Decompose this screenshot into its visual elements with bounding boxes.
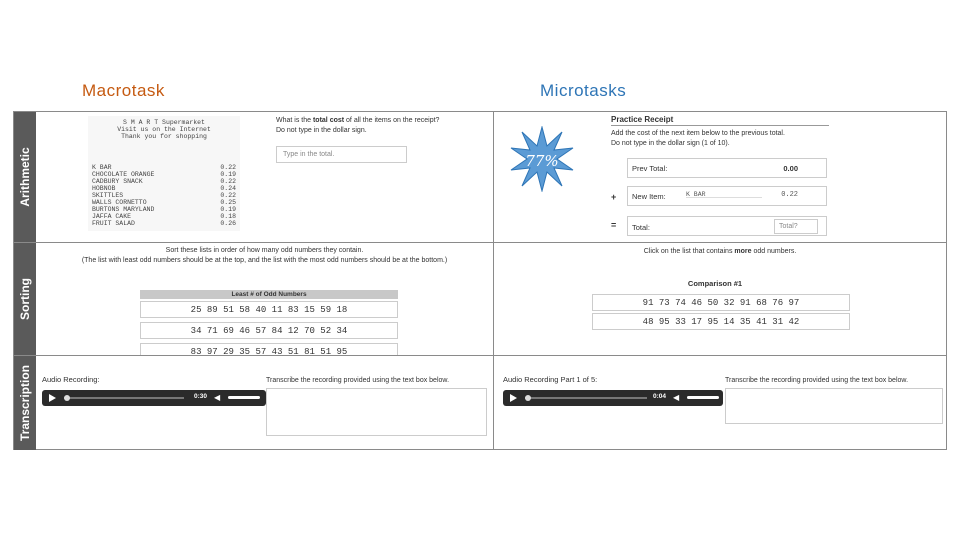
list-header: Least # of Odd Numbers: [140, 290, 398, 299]
comparison-list[interactable]: 91 73 74 46 50 32 91 68 76 97: [592, 294, 850, 311]
receipt-item: [92, 220, 236, 227]
new-item-row: New Item: K BAR 0.22: [627, 186, 827, 206]
transcription-textbox[interactable]: [725, 388, 943, 424]
receipt-item-price: 0.22: [220, 164, 236, 171]
receipt-image: [88, 116, 240, 231]
row-label-transcription: Transcription: [14, 355, 36, 450]
receipt-item-price: 0.22: [220, 178, 236, 185]
receipt-item: [92, 199, 236, 206]
transcription-microtask: [494, 356, 946, 450]
row-label-arithmetic: Arithmetic: [14, 112, 36, 243]
volume-icon[interactable]: ◀: [673, 393, 680, 402]
receipt-item: [92, 213, 236, 220]
transcribe-instruction: Transcribe the recording provided using the text box below.: [725, 377, 909, 384]
receipt-item-price: 0.19: [220, 206, 236, 213]
receipt-item-price: 0.18: [220, 213, 236, 220]
macrotask-header: Macrotask: [82, 81, 165, 100]
receipt-item-name: K BAR: [92, 164, 112, 171]
receipt-item: [92, 164, 236, 171]
audio-time: 0:30: [194, 393, 208, 400]
receipt-item: [92, 206, 236, 213]
receipt-item-name: HOBNOB: [92, 185, 116, 192]
total-answer-input[interactable]: Total?: [774, 219, 818, 234]
receipt-item: [92, 171, 236, 178]
receipt-store: S M A R T Supermarket: [123, 119, 205, 126]
receipt-item-name: CHOCOLATE ORANGE: [92, 171, 155, 178]
volume-slider[interactable]: [687, 396, 719, 399]
practice-receipt-title: Practice Receipt: [611, 115, 674, 124]
audio-progress-knob[interactable]: [525, 395, 531, 401]
receipt-item: [92, 178, 236, 185]
arithmetic-microtask: [494, 112, 946, 242]
audio-part-label: Audio Recording Part 1 of 5:: [503, 375, 598, 384]
receipt-item-price: 0.25: [220, 199, 236, 206]
transcription-textbox[interactable]: [266, 388, 487, 436]
task-comparison-grid: [13, 111, 947, 450]
comparison-title: Comparison #1: [687, 279, 743, 288]
receipt-item: [92, 185, 236, 192]
starburst-badge: [509, 126, 575, 192]
sorting-instruction: Sort these lists in order of how many odd numbers they contain. (The list with least odd numbers should be at the top, and the list with the most odd numbers should be at the bottom.): [81, 247, 448, 264]
receipt-item: [92, 192, 236, 199]
receipt-item-price: 0.24: [220, 185, 236, 192]
microtasks-header: Microtasks: [540, 81, 627, 100]
plus-sign: +: [611, 192, 617, 202]
receipt-line: Visit us on the Internet: [117, 126, 211, 133]
equals-sign: =: [611, 220, 617, 230]
sortable-list[interactable]: 25 89 51 58 40 11 83 15 59 18: [140, 301, 398, 318]
receipt-item-price: 0.19: [220, 171, 236, 178]
audio-progress-bar[interactable]: [525, 397, 647, 399]
transcription-macrotask: [36, 356, 493, 450]
receipt-line: Thank you for shopping: [121, 133, 207, 140]
row-label-sorting: Sorting: [14, 242, 36, 356]
arithmetic-macrotask: [36, 112, 493, 242]
receipt-item-name: FRUIT SALAD: [92, 220, 135, 227]
comparison-instruction: Click on the list that contains more odd numbers.: [643, 248, 797, 255]
receipt-item-price: 0.26: [220, 220, 236, 227]
arithmetic-question: What is the total cost of all the items on the receipt? Do not type in the dollar sign.: [276, 117, 440, 134]
prev-total-row: Prev Total: 0.00: [627, 158, 827, 178]
audio-time: 0:04: [653, 393, 667, 400]
audio-progress-bar[interactable]: [64, 397, 184, 399]
title-underline: [611, 125, 829, 126]
audio-progress-knob[interactable]: [64, 395, 70, 401]
audio-player[interactable]: [503, 390, 723, 406]
audio-player[interactable]: [42, 390, 266, 406]
transcribe-instruction: Transcribe the recording provided using the text box below.: [266, 377, 450, 384]
sortable-list[interactable]: 34 71 69 46 57 84 12 70 52 34: [140, 322, 398, 339]
comparison-list[interactable]: 48 95 33 17 95 14 35 41 31 42: [592, 313, 850, 330]
practice-instruction: Add the cost of the next item below to the previous total. Do not type in the dollar sign (1 of 10).: [611, 130, 785, 147]
play-icon[interactable]: [510, 394, 517, 402]
receipt-item-name: CADBURY SNACK: [92, 178, 143, 185]
total-row: Total: Total?: [627, 216, 827, 236]
volume-icon[interactable]: ◀: [214, 393, 221, 402]
sorting-microtask: [494, 243, 946, 355]
audio-label: Audio Recording:: [42, 375, 100, 384]
total-input[interactable]: Type in the total.: [276, 146, 407, 163]
receipt-item-name: WALLS CORNETTO: [92, 199, 147, 206]
play-icon[interactable]: [49, 394, 56, 402]
receipt-item-price: 0.22: [220, 192, 236, 199]
receipt-item-name: BURTONS MARYLAND: [92, 206, 155, 213]
receipt-item-name: JAFFA CAKE: [92, 213, 132, 220]
volume-slider[interactable]: [228, 396, 260, 399]
sorting-macrotask: [36, 243, 493, 355]
badge-text: 77%: [525, 152, 559, 170]
receipt-item-name: SKITTLES: [92, 192, 124, 199]
sortable-list[interactable]: 83 97 29 35 57 43 51 81 51 95: [140, 343, 398, 355]
